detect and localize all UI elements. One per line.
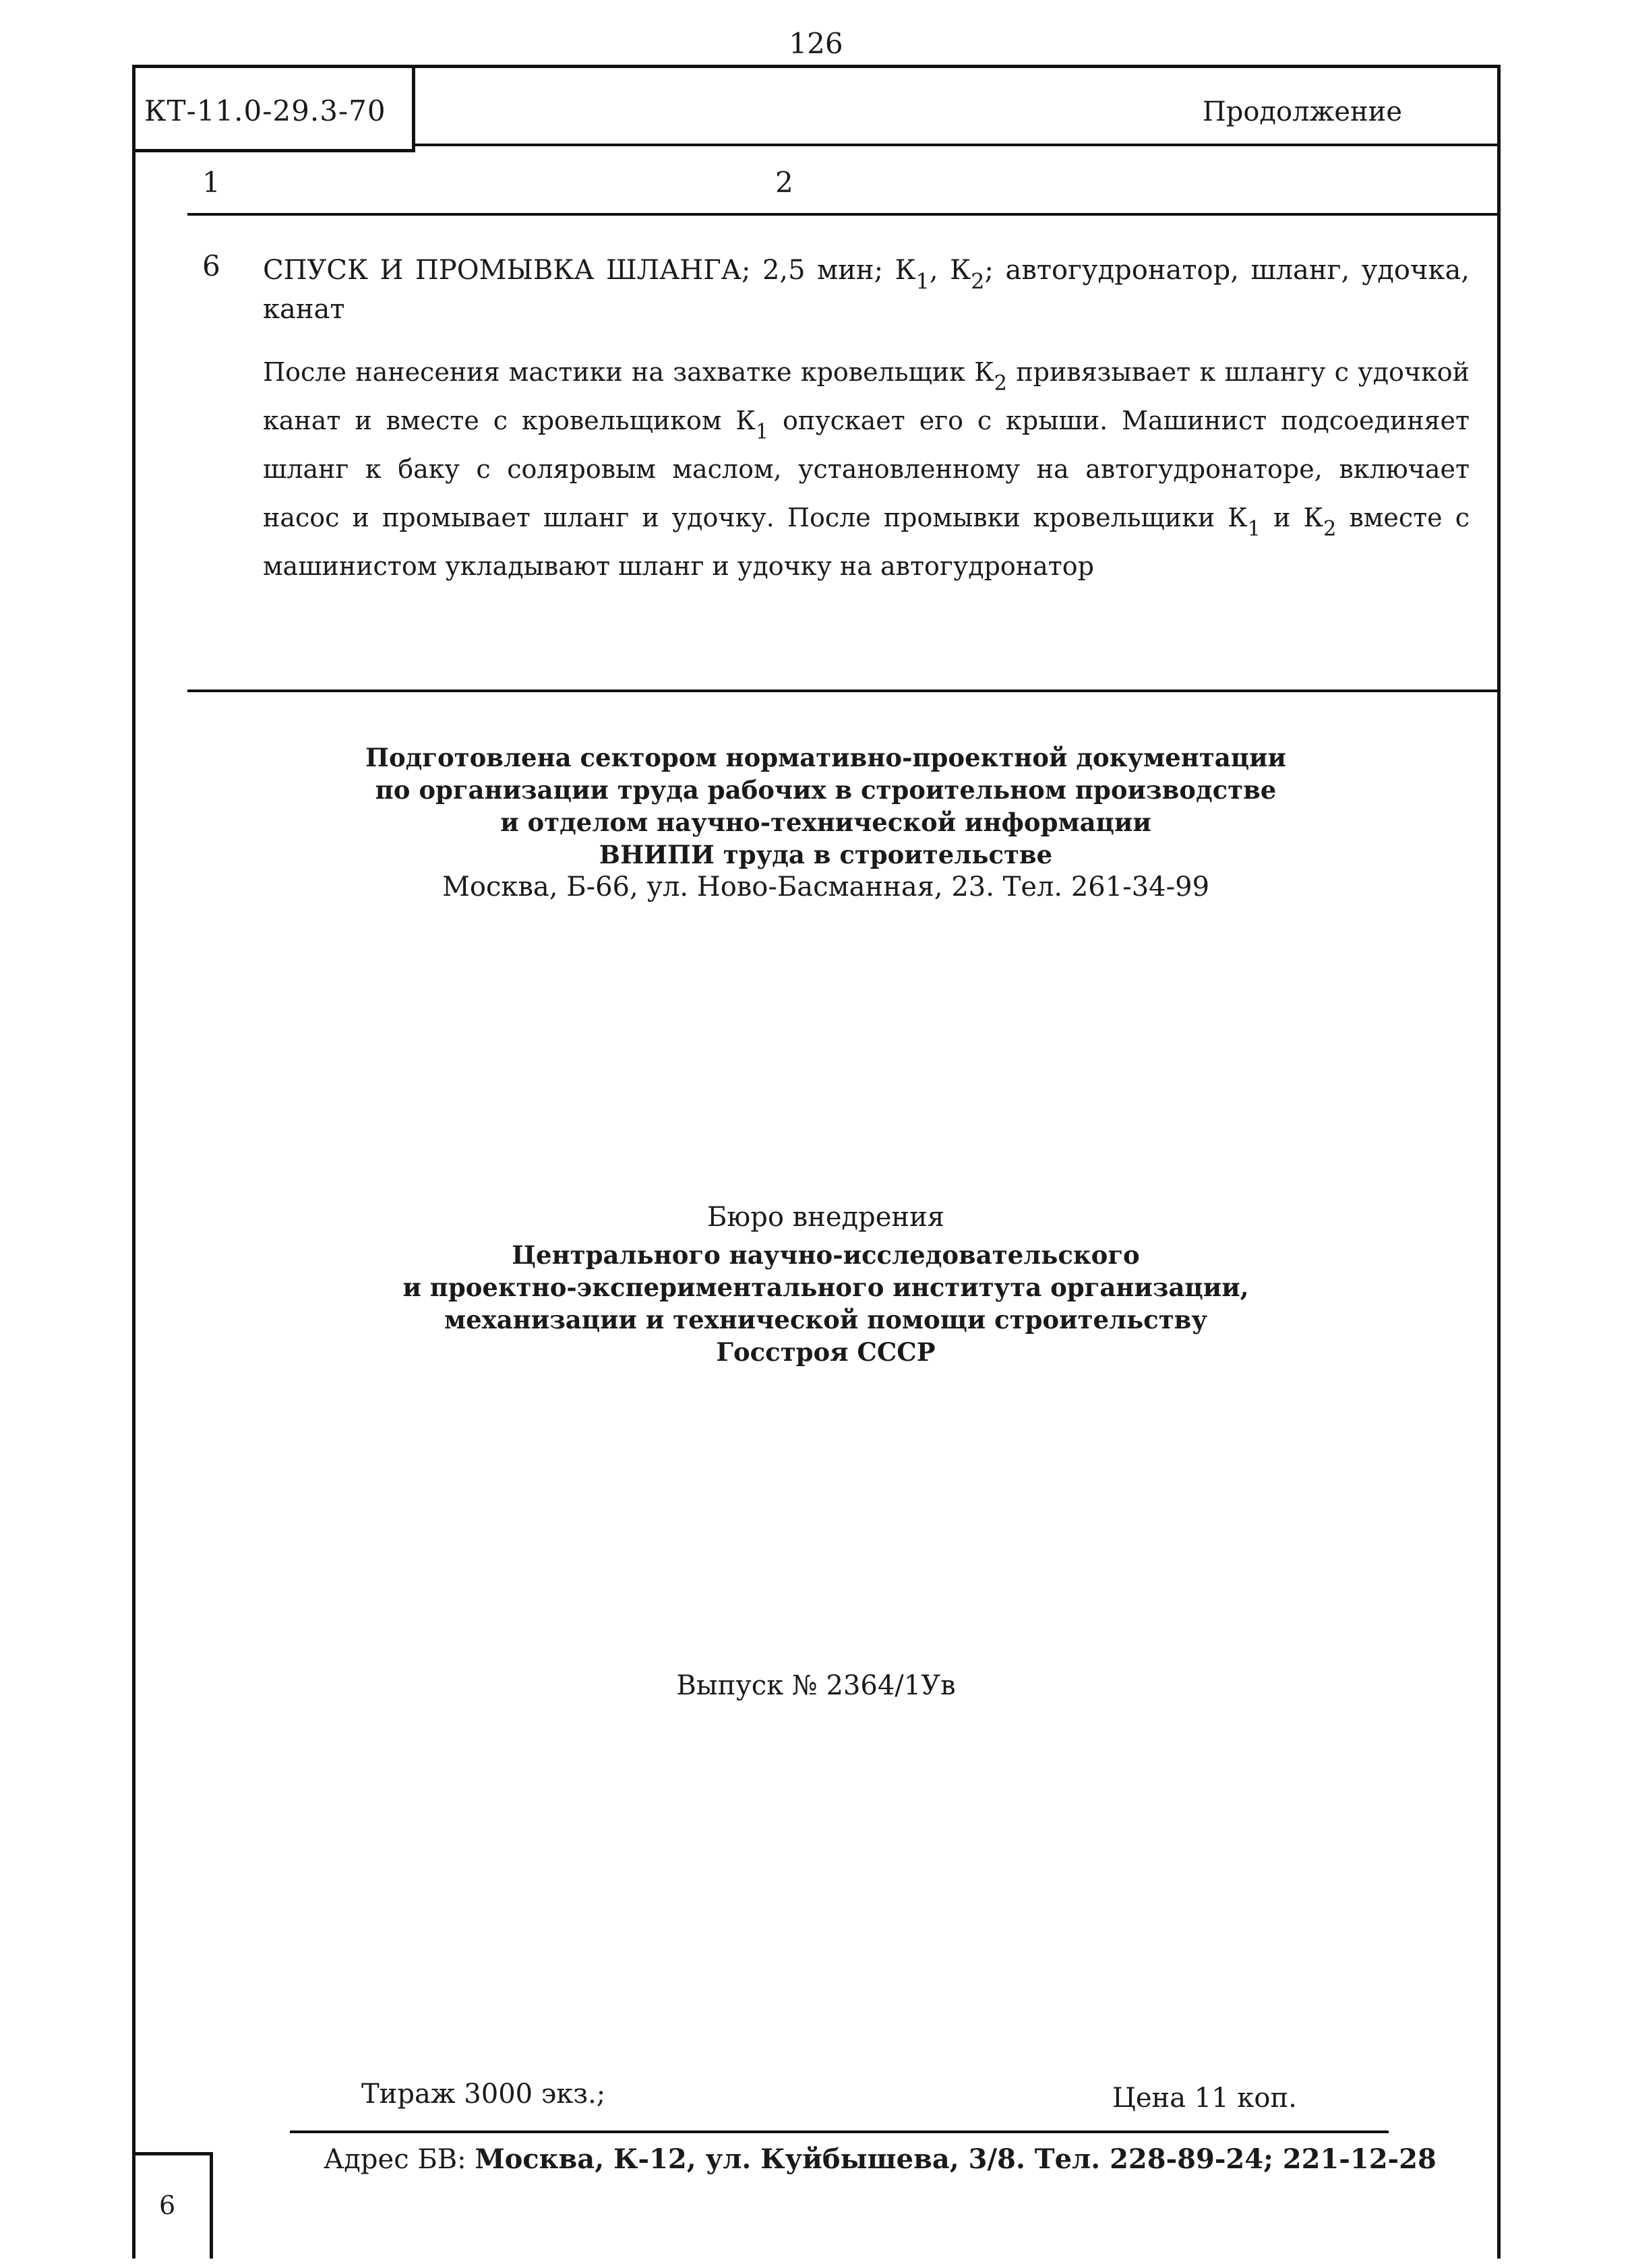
footer-rule	[290, 2131, 1389, 2133]
column-2-header: 2	[775, 166, 793, 199]
header-rule	[415, 144, 1501, 146]
row-title: СПУСК И ПРОМЫВКА ШЛАНГА; 2,5 мин; $К_1$, $К_2$; автогудронатор, шланг, удочка, канат	[263, 255, 1470, 325]
table-bottom-rule	[187, 689, 1501, 692]
page-number: 126	[789, 27, 843, 60]
bureau-line-2: Центрального научно-исследовательского	[512, 1240, 1140, 1270]
column-1-header: 1	[202, 166, 220, 199]
corner-number: 6	[159, 2190, 176, 2220]
doc-code: КТ-11.0-29.3-70	[144, 94, 386, 127]
issue-number: Выпуск № 2364/1Ув	[676, 1670, 956, 1701]
column-header-rule	[187, 213, 1501, 216]
prepared-line-2: по организации труда рабочих в строительном производстве	[375, 775, 1277, 805]
prepared-address: Москва, Б-66, ул. Ново-Басманная, 23. Тел. 261-34-99	[442, 871, 1210, 902]
bureau-line-4: механизации и технической помощи строительству	[444, 1305, 1208, 1335]
prepared-line-1: Подготовлена сектором нормативно-проектной документации	[365, 743, 1286, 772]
bureau-address: Адрес БВ: Москва, К-12, ул. Куйбышева, 3/8. Тел. 228-89-24; 221-12-28	[324, 2143, 1437, 2175]
prepared-line-3: и отделом научно-технической информации	[500, 807, 1151, 837]
row-number: 6	[202, 249, 220, 282]
bureau-line-1: Бюро внедрения	[707, 1202, 944, 1233]
prepared-by-block	[283, 741, 1368, 903]
continuation-label: Продолжение	[1202, 96, 1402, 127]
price: Цена 11 коп.	[1112, 2083, 1297, 2114]
prepared-line-4: ВНИПИ труда в строительстве	[599, 840, 1053, 869]
bureau-line-5: Госстроя СССР	[716, 1337, 936, 1367]
bureau-line-3: и проектно-экспериментального института организации,	[402, 1273, 1249, 1302]
row-description: После нанесения мастики на захватке кровельщик $К_2$ привязывает к шлангу с удочкой канат и вместе с кровельщиком $К_1$ опускает его с крыши. Машинист подсоединяет шланг к баку с соляровым маслом, установленному на автогудронаторе, включает насос и промывает шланг и удочку. После промывки кровельщики $К_1$ и $К_2$ вместе с машинистом укладывают шланг и удочку на автогудронатор	[263, 357, 1470, 581]
circulation: Тираж 3000 экз.;	[361, 2079, 606, 2110]
bureau-block	[283, 1201, 1368, 1368]
